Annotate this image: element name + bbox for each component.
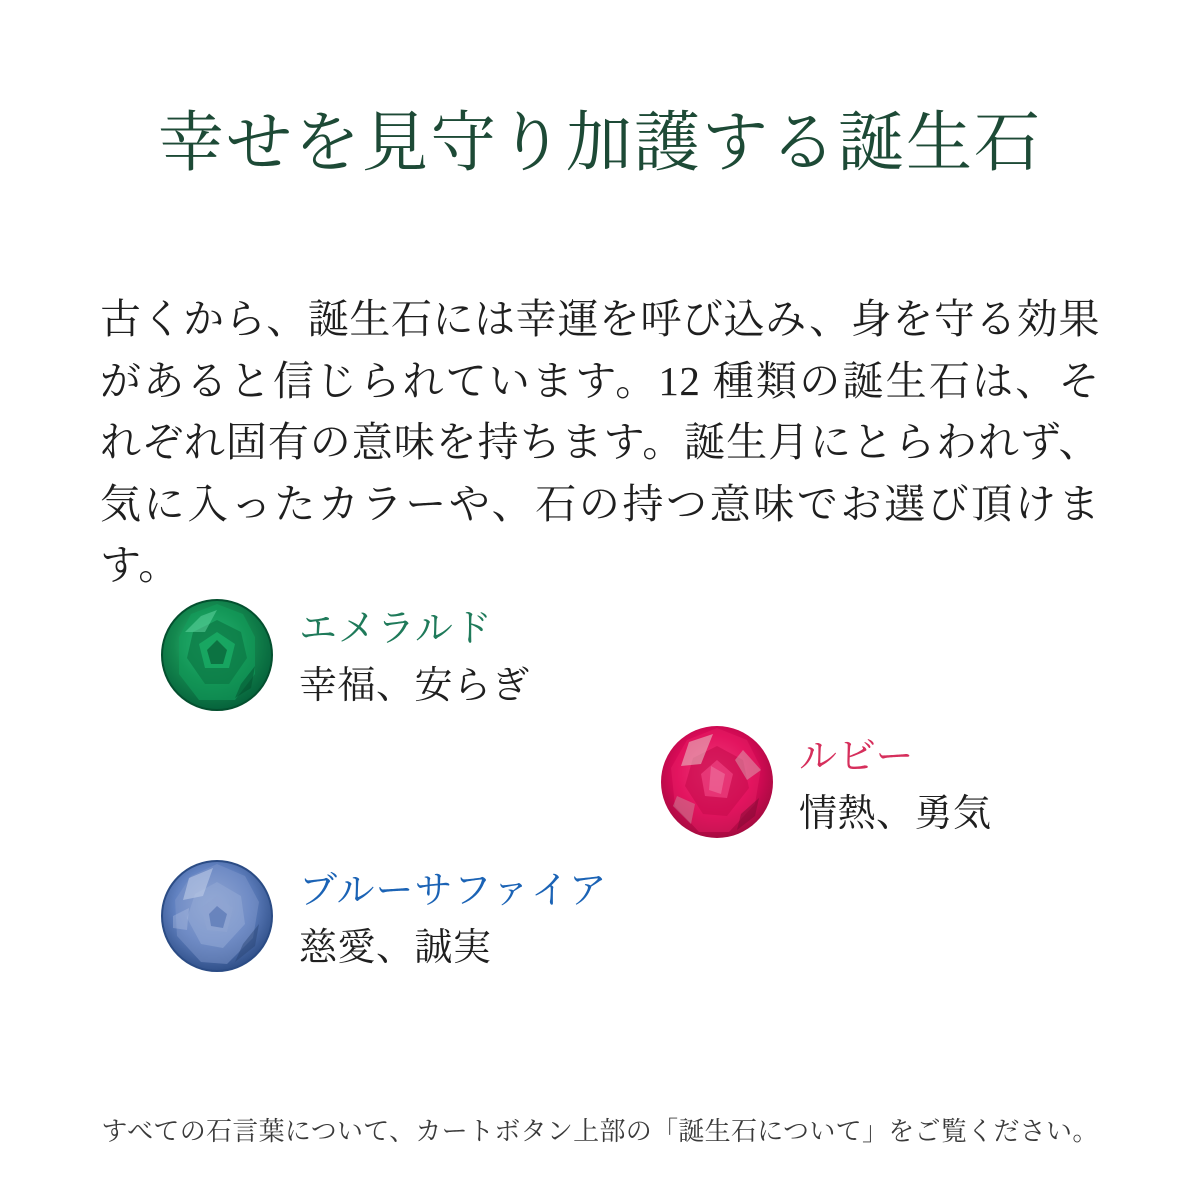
gem-list (0, 592, 1200, 1022)
gem-name: ブルーサファイア (299, 870, 608, 912)
intro-paragraph: 古くから、誕生石には幸運を呼び込み、身を守る効果があると信じられています。12 種類の誕生石は、それぞれ固有の意味を持ちます。誕生月にとらわれず、気に入ったカラーや、石の持つ意味でお選び頂けます。 (100, 296, 1100, 588)
sapphire-gem-icon (155, 854, 279, 978)
gem-meaning: 情熱、勇気 (799, 792, 992, 835)
footnote: すべての石言葉について、カートボタン上部の「誕生石について」をご覧ください。 (101, 1117, 1099, 1146)
gem-text-block (799, 720, 992, 839)
gem-name: エメラルド (299, 608, 493, 650)
list-item (155, 854, 608, 978)
gem-text-block (299, 854, 608, 973)
list-item (655, 720, 992, 844)
page-title: 幸せを見守り加護する誕生石 (158, 107, 1042, 181)
ruby-gem-icon (655, 720, 779, 844)
gem-meaning: 幸福、安らぎ (299, 664, 531, 707)
gem-name: ルビー (799, 736, 915, 778)
emerald-gem-icon (155, 592, 279, 716)
list-item (155, 592, 530, 716)
gem-text-block (299, 592, 530, 711)
gem-meaning: 慈愛、誠実 (299, 926, 492, 969)
